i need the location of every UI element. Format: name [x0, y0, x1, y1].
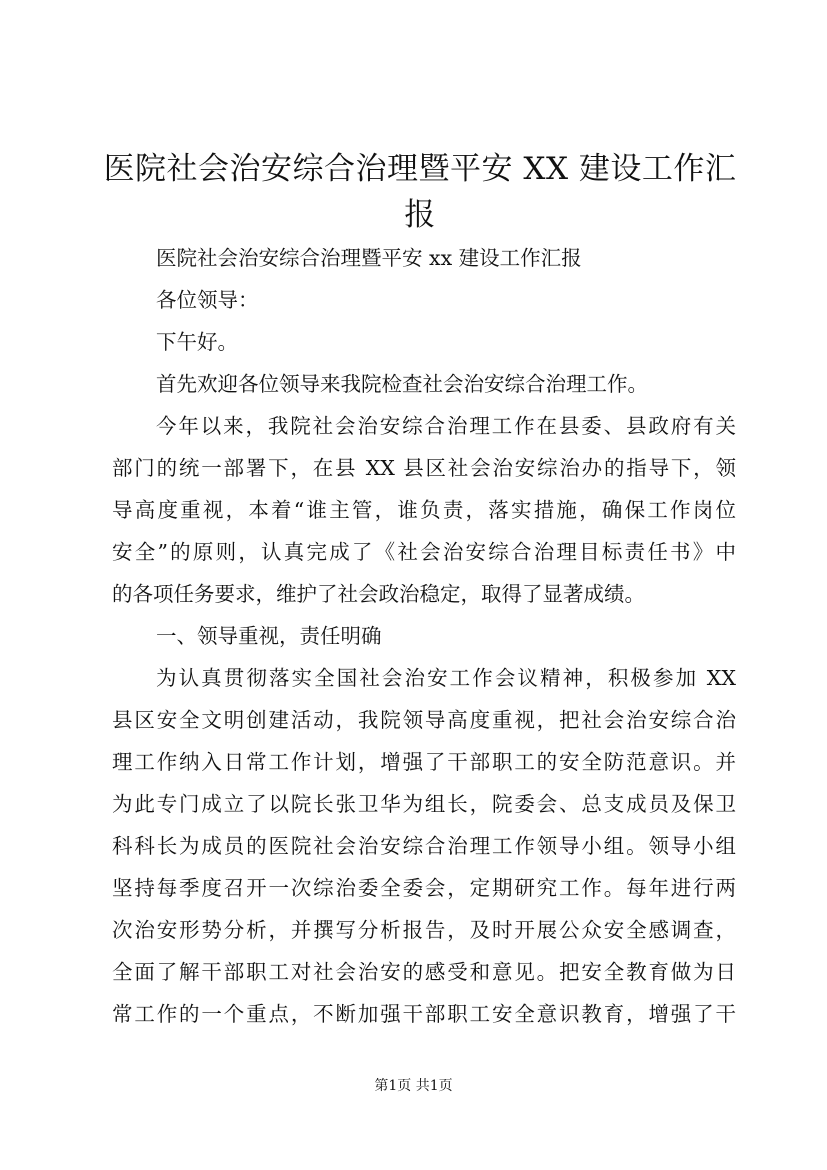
text-line: 常工作的一个重点，不断加强干部职工安全意识教育，增强了干 — [112, 1002, 736, 1026]
text-line: 今年以来，我院社会治安综合治理工作在县委、县政府有关 — [156, 414, 736, 438]
document-body — [112, 237, 736, 1035]
text-line: 下午好。 — [156, 330, 238, 354]
text-line: 全面了解干部职工对社会治安的感受和意见。把安全教育做为日 — [112, 960, 736, 984]
text-line: 为认真贯彻落实全国社会治安工作会议精神，积极参加 XX — [156, 666, 736, 690]
text-line: 首先欢迎各位领导来我院检查社会治安综合治理工作。 — [156, 372, 648, 396]
text-line: 一、领导重视，责任明确 — [156, 624, 382, 648]
text-line: 医院社会治安综合治理暨平安 xx 建设工作汇报 — [156, 246, 582, 270]
text-line: 次治安形势分析，并撰写分析报告，及时开展公众安全感调查， — [112, 918, 736, 942]
text-line: 导高度重视，本着“谁主管，谁负责，落实措施，确保工作岗位 — [112, 498, 736, 522]
page-footer: 第1页 共1页 — [374, 1078, 453, 1094]
text-line: 坚持每季度召开一次综治委全委会，定期研究工作。每年进行两 — [112, 876, 736, 900]
title-line-2: 报 — [404, 197, 436, 233]
text-line: 科科长为成员的医院社会治安综合治理工作领导小组。领导小组 — [112, 834, 736, 858]
text-line: 安全”的原则，认真完成了《社会治安综合治理目标责任书》中 — [112, 540, 736, 564]
text-line: 各位领导： — [156, 288, 259, 312]
document-title — [100, 146, 740, 238]
text-line: 部门的统一部署下，在县 XX 县区社会治安综治办的指导下，领 — [112, 456, 736, 480]
text-line: 为此专门成立了以院长张卫华为组长，院委会、总支成员及保卫 — [112, 792, 736, 816]
text-line: 理工作纳入日常工作计划，增强了干部职工的安全防范意识。并 — [112, 750, 736, 774]
text-line: 县区安全文明创建活动，我院领导高度重视，把社会治安综合治 — [112, 708, 736, 732]
title-line-1: 医院社会治安综合治理暨平安 XX 建设工作汇 — [103, 151, 737, 187]
text-line: 的各项任务要求，维护了社会政治稳定，取得了显著成绩。 — [112, 582, 645, 606]
